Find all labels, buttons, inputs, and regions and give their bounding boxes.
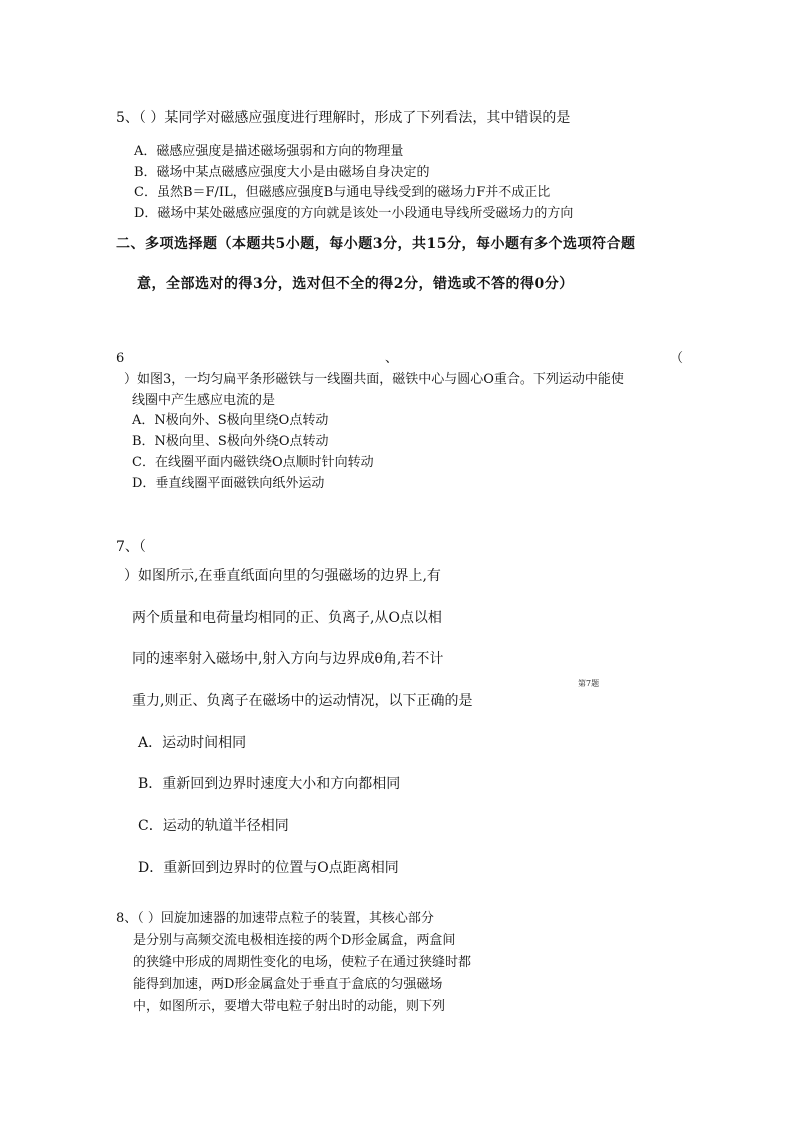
q8-line3: 的狭缝中形成的周期性变化的电场，使粒子在通过狭缝时都 — [133, 955, 472, 970]
q7-number: 7、（ — [116, 539, 146, 555]
q5-option-b: B．磁场中某点磁感应强度大小是由磁场自身决定的 — [134, 165, 430, 180]
q7-option-d: D．重新回到边界时的位置与O点距离相同 — [138, 860, 399, 876]
q7-option-b: B．重新回到边界时速度大小和方向都相同 — [138, 776, 401, 792]
q6-mark: 、 — [385, 351, 399, 366]
q6-stem-line1: ）如图3，一均匀扁平条形磁铁与一线圈共面，磁铁中心与圆心O重合。下列运动中能使 — [124, 372, 624, 387]
q7-stem-line3: 同的速率射入磁场中,射入方向与边界成θ角,若不计 — [132, 651, 444, 667]
q7-option-a: A．运动时间相同 — [138, 735, 247, 751]
q6-paren: （ — [670, 351, 684, 366]
q7-stem-line1: ）如图所示,在垂直纸面向里的匀强磁场的边界上,有 — [124, 568, 441, 584]
q6-stem-line2: 线圈中产生感应电流的是 — [132, 393, 276, 408]
q6-number: 6 — [116, 351, 125, 366]
q7-stem-line4: 重力,则正、负离子在磁场中的运动情况，以下正确的是 — [132, 693, 473, 709]
q8-line4: 能得到加速，两D形金属盒处于垂直于盒底的匀强磁场 — [133, 977, 443, 992]
q7-figure-label: 第7题 — [578, 679, 600, 688]
section2-heading-line1: 二、多项选择题（本题共5小题，每小题3分，共15分，每小题有多个选项符合题 — [116, 236, 636, 252]
q7-option-c: C．运动的轨道半径相同 — [138, 818, 289, 834]
q5-stem: 5、（ ）某同学对磁感应强度进行理解时，形成了下列看法，其中错误的是 — [116, 110, 571, 126]
q5-option-c: C．虽然B＝F/IL，但磁感应强度B与通电导线受到的磁场力F并不成正比 — [134, 185, 551, 200]
q6-option-c: C．在线圈平面内磁铁绕O点顺时针向转动 — [132, 455, 374, 470]
q8-line1: 8、（ ）回旋加速器的加速带点粒子的装置，其核心部分 — [116, 911, 434, 926]
q8-line5: 中，如图所示，要增大带电粒子射出时的动能，则下列 — [133, 999, 446, 1014]
q5-option-d: D．磁场中某处磁感应强度的方向就是该处一小段通电导线所受磁场力的方向 — [134, 206, 574, 221]
q6-option-a: A．N极向外、S极向里绕O点转动 — [132, 413, 329, 428]
q7-stem-line2: 两个质量和电荷量均相同的正、负离子,从O点以相 — [132, 610, 442, 626]
q6-option-b: B．N极向里、S极向外绕O点转动 — [132, 434, 329, 449]
q5-option-a: A．磁感应强度是描述磁场强弱和方向的物理量 — [134, 144, 404, 159]
q8-line2: 是分别与高频交流电极相连接的两个D形金属盒，两盒间 — [133, 933, 456, 948]
section2-heading-line2: 意，全部选对的得3分，选对但不全的得2分，错选或不答的得0分） — [137, 276, 574, 292]
q6-option-d: D．垂直线圈平面磁铁向纸外运动 — [132, 476, 325, 491]
